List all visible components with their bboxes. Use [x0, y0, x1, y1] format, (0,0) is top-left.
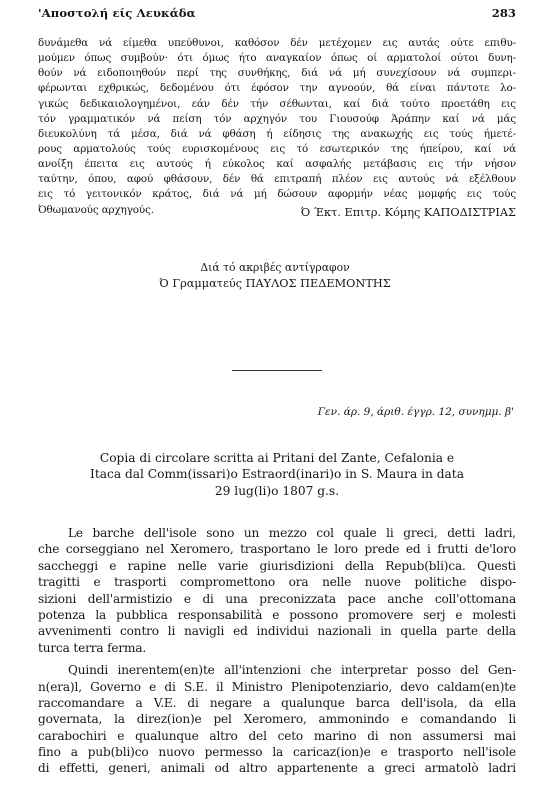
page-number: 283 — [491, 6, 516, 20]
text-line: di effetti, generi, animali od altro appartenente a greci armatolò ladri — [38, 761, 516, 776]
text-line: governata, la direz(ion)e pel Xeromero, ammonindo e comandando li — [38, 712, 516, 727]
text-line: Quindi inerentem(en)te all'intenzioni che interpretar posso del Gen- — [68, 663, 516, 678]
italian-body — [38, 525, 516, 777]
text-line: θούν νά ειδοποιηθούν περί της συνθήκης, διά νά μή συνεχίσουν νά συμπερι- — [38, 67, 516, 80]
copy-note: Διά τό ακριβές αντίγραφον — [200, 261, 350, 274]
text-line: ρους αρματολούς τούς ευρισκομένους εις τό εσωτερικόν της ήπείρου, καί νά — [38, 142, 516, 155]
text-line: avvenimenti contro li navigli ed individui nazionali in quella parte della — [38, 624, 516, 639]
text-line: che corseggiano nel Xeromero, trasportano le loro prede ed i frutti de'loro — [38, 542, 516, 557]
text-line: fino a pub(bli)co nuovo permesso la caricaz(ion)e e trasporto nell'isole — [38, 745, 516, 760]
text-line: n(era)l, Governo e di S.E. il Ministro Plenipotenziario, devo caldam(en)te — [38, 679, 516, 694]
text-line: raccomandare a V.E. di negare a qualunque barca dell'isola, da ella — [38, 695, 516, 710]
signature-kapodistrias: Ό Έκτ. Επιτρ. Κόμης ΚΑΠΟΔΙΣΤΡΙΑΣ — [300, 206, 516, 219]
text-line: carabochiri e qualunque altro del ceto marino di non assumersi mai — [38, 728, 516, 743]
text-line: διευκολύνη τά μέσα, διά νά φθάση ή είδησις της ανακωχής εις τούς ήμετέ- — [38, 127, 516, 140]
text-line: μούμεν όπως συμβούν· ότι όμως ήτο αναγκαίον όπως οί αρματολοί ούτοι δυνη- — [38, 52, 516, 65]
text-line: ταύτην, όπου, αφού φθάσουν, δέν θά επιτραπή πλέον εις αυτούς νά εξέλθουν — [38, 173, 516, 186]
title-line: 29 lug(li)o 1807 g.s. — [214, 483, 340, 498]
text-line: tragitti e trasporti compromettono ora nelle nuove politiche dispo- — [38, 575, 516, 590]
text-line: δυνάμεθα νά είμεθα υπεύθυνοι, καθόσον δέν μετέχομεν εις αυτάς ούτε επιθυ- — [38, 37, 516, 49]
text-line: saccheggi e rapine nelle varie giurisdizioni della Repub(bli)ca. Questi — [38, 558, 516, 573]
running-title: 'Αποστολή είς Λευκάδα — [38, 6, 196, 20]
running-header — [38, 6, 516, 26]
title-line: Itaca dal Comm(issari)o Estraord(inari)o in S. Maura in data — [90, 467, 464, 482]
text-line: φέρωνται εχθρικώς, δεδομένου ότι έφόσον την αγνοούν, θά είναι πάντοτε λο- — [38, 82, 516, 95]
text-line: turca terra ferma. — [38, 640, 147, 655]
text-line: ανοίξη έπειτα εις αυτούς ή εύκολος καί ασφαλής μετάβασις εις τήν νήσον — [38, 158, 516, 171]
text-line: τόν γραμματικόν νά πείση τόν αρχηγόν του Γιουσούφ Άράπην καί νά μάς — [38, 112, 516, 125]
document-title — [38, 450, 516, 499]
text-line: sizioni dell'armistizio e di una preconizzata pace anche coll'ottomana — [38, 591, 516, 606]
text-line: Le barche dell'isole sono un mezzo col quale li greci, detti ladri, — [68, 526, 516, 540]
copy-signature: Ό Γραμματεύς ΠΑΥΛΟΣ ΠΕΔΕΜΟΝΤΗΣ — [159, 277, 391, 290]
greek-letter-body — [38, 36, 516, 218]
archive-reference: Γεν. άρ. 9, άριθ. έγγρ. 12, συνημμ. β' — [317, 406, 514, 418]
text-line: γικώς δεδικαιολογημένοι, εάν δέν τήν σέθωνται, καί διά τούτο προετάθη εις — [38, 97, 516, 110]
text-line: εις τό γειτονικόν κράτος, διά νά μή δώσουν αφορμήν νέας μομφής εις τούς — [38, 188, 516, 201]
section-divider — [232, 370, 322, 371]
text-line: potenza la pubblica responsabilità e possono promovere serj e molesti — [38, 607, 516, 622]
text-line: Όθωμανούς αρχηγούς. — [38, 203, 154, 216]
title-line: Copia di circolare scritta ai Pritani del Zante, Cefalonia e — [99, 451, 455, 465]
